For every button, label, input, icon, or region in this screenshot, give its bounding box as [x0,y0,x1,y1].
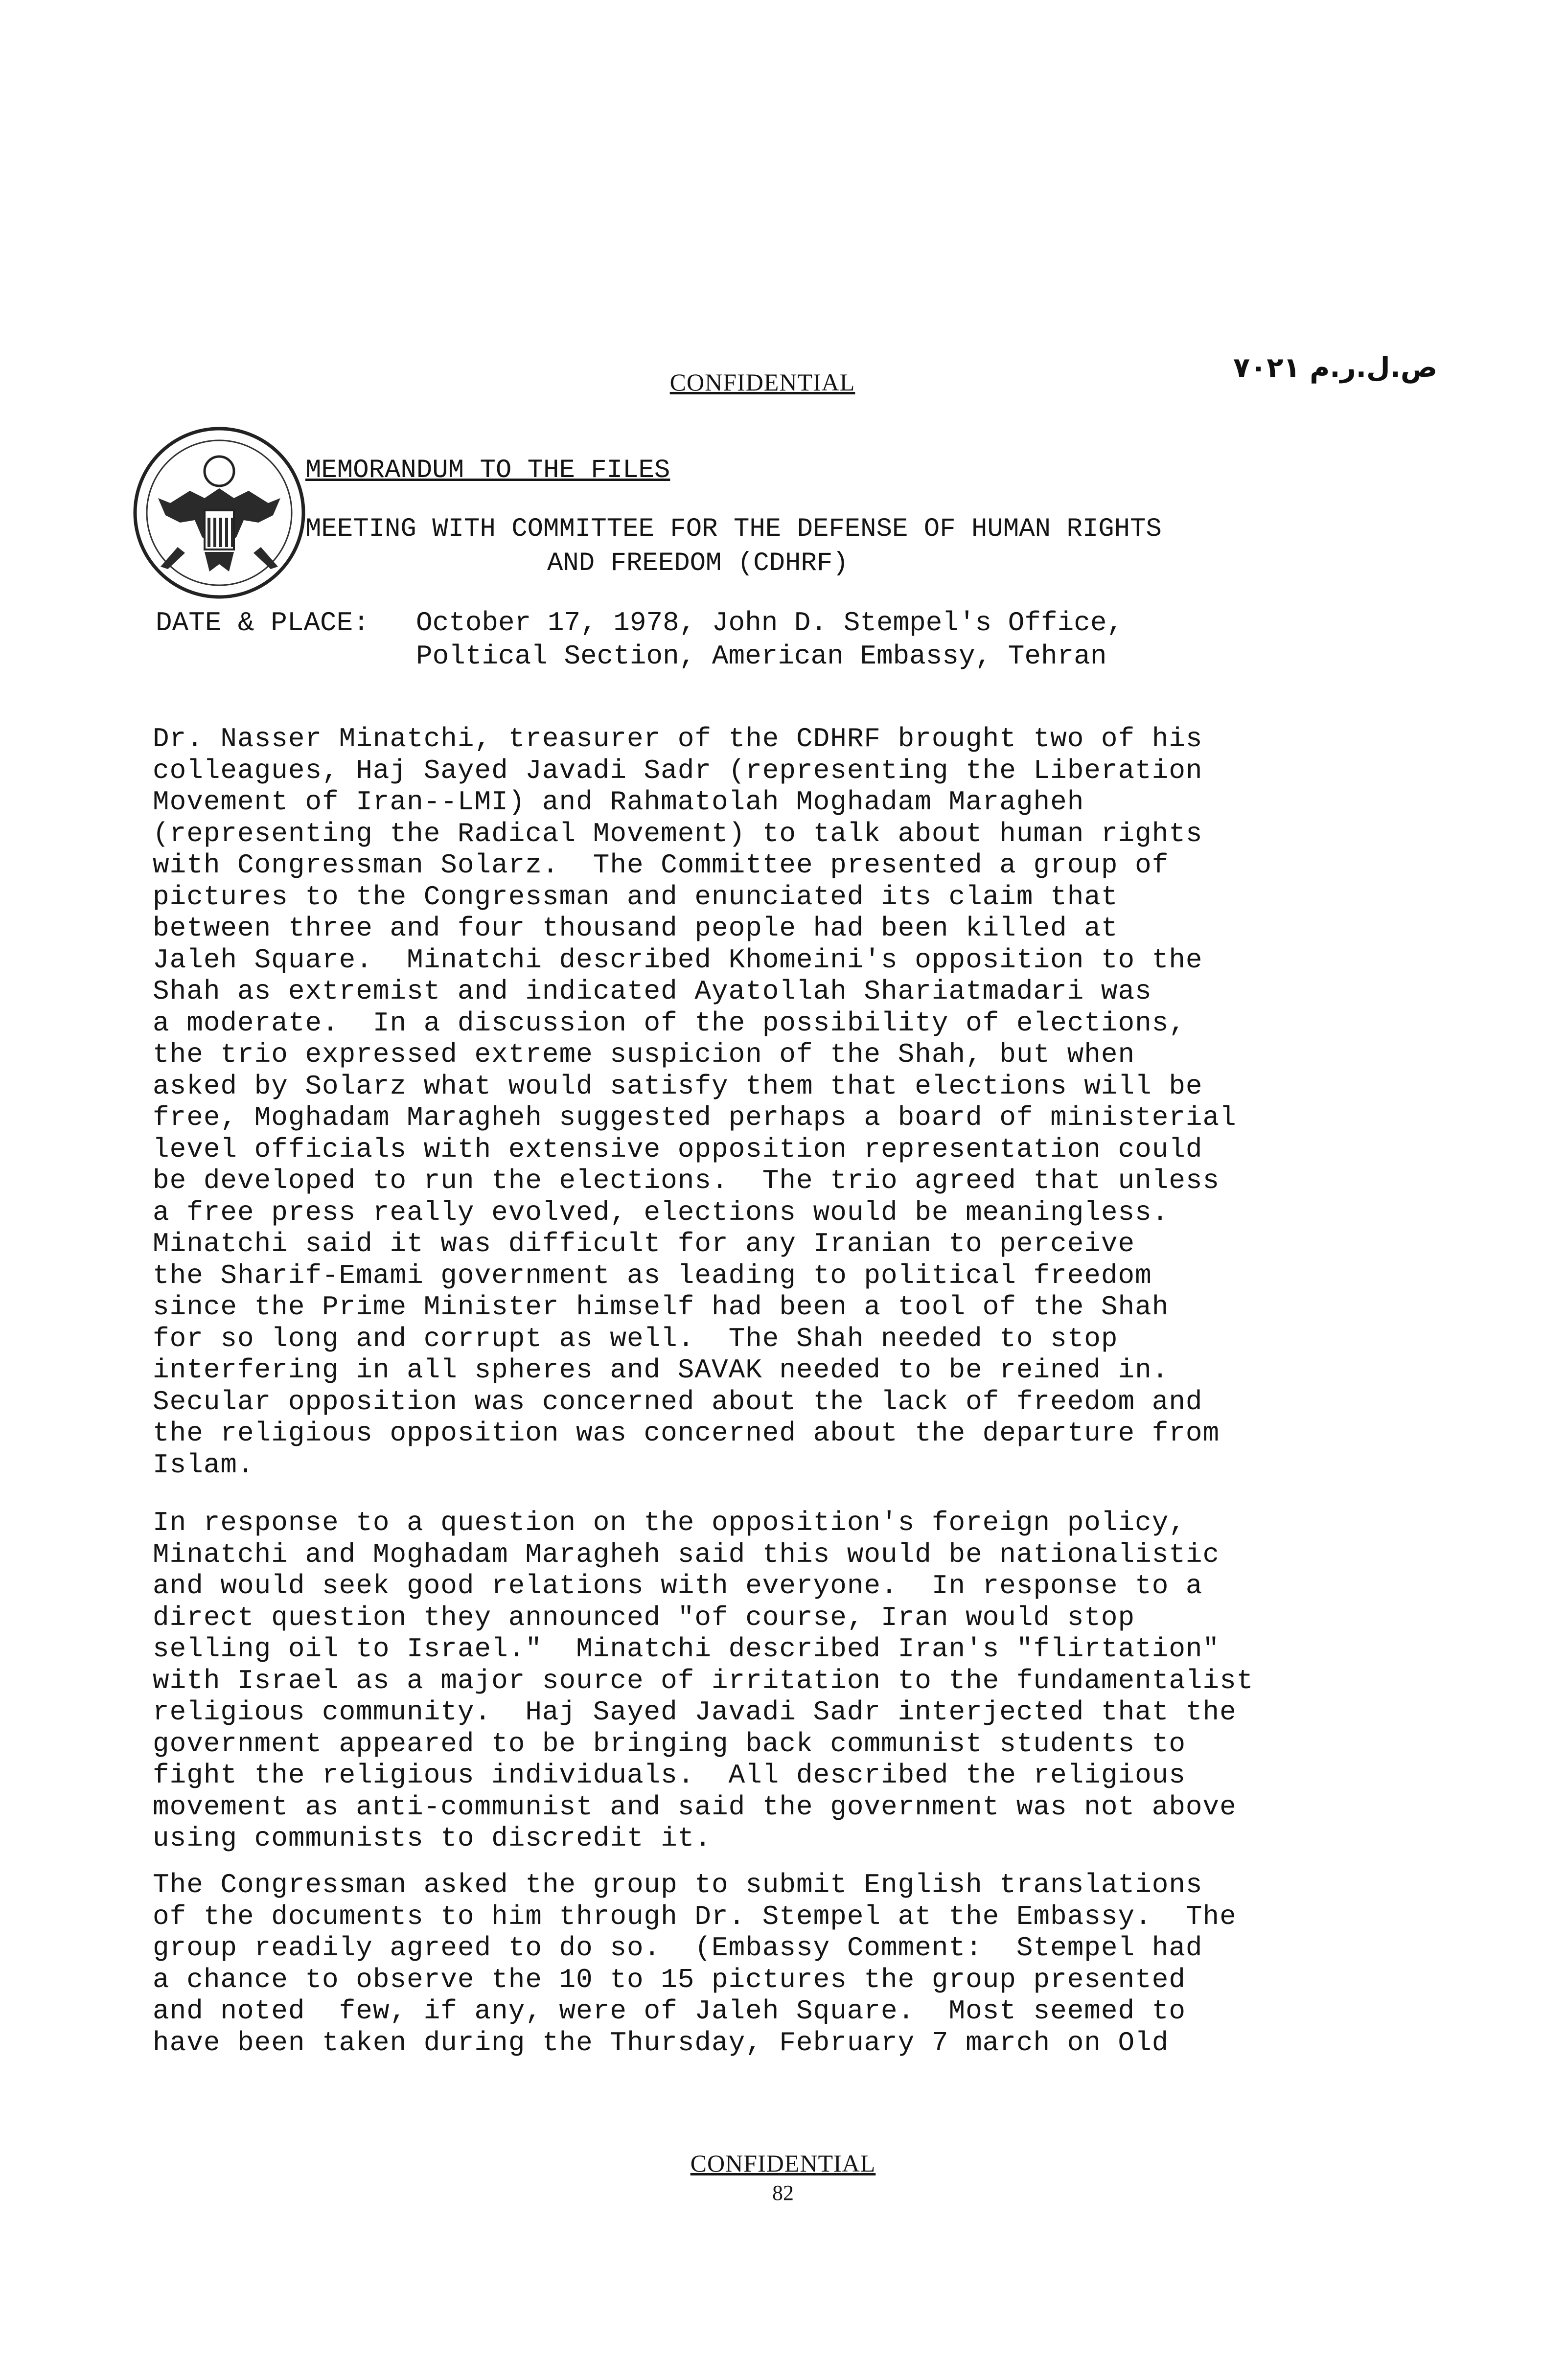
body-paragraph-3: The Congressman asked the group to submit English translations of the documents to him through Dr. Stempel at the Embassy. The group readily agreed to do so. (Embassy Comment: Stempel had a chance to observe the 10 to 15 pictures the group presented and noted few, if any, were of Jaleh Square. Most seemed to have been taken during the Thursday, February 7 march on Old [153,1869,1237,2059]
page-number: 82 [772,2181,794,2205]
date-place-line-1: October 17, 1978, John D. Stempel's Office, [416,607,1124,639]
meeting-subject-line-1: MEETING WITH COMMITTEE FOR THE DEFENSE OF HUMAN RIGHTS [305,514,1162,544]
meeting-subject-line-2: AND FREEDOM (CDHRF) [547,549,849,578]
classification-marking-bottom: CONFIDENTIAL [690,2150,876,2177]
date-place-label: DATE & PLACE: [156,607,369,639]
classification-marking-top: CONFIDENTIAL [669,368,855,396]
date-place-line-2: Poltical Section, American Embassy, Tehran [416,641,1107,672]
us-state-department-seal-icon [131,425,307,601]
memo-title: MEMORANDUM TO THE FILES [305,456,670,485]
handwritten-annotation-text: ص.ل.ر.م ۷۰۲۱ [1233,352,1438,384]
handwritten-annotation [1228,343,1438,411]
body-paragraph-1: Dr. Nasser Minatchi, treasurer of the CDHRF brought two of his colleagues, Haj Sayed Javadi Sadr (representing the Liberation Movement of Iran--LMI) and Rahmatolah Moghadam Maragheh (representing the Radical Movement) to talk about human rights with Congressman Solarz. The Committee presented a group of pictures to the Congressman and enunciated its claim that between three and four thousand people had been killed at Jaleh Square. Minatchi described Khomeini's opposition to the Shah as extremist and indicated Ayatollah Shariatmadari was a moderate. In a discussion of the possibility of elections, the trio expressed extreme suspicion of the Shah, but when asked by Solarz what would satisfy them that elections will be free, Moghadam Maragheh suggested perhaps a board of ministerial level officials with extensive opposition representation could be developed to run the elections. The trio agreed that unless a free press really evolved, elections would be meaningless. Minatchi said it was difficult for any Iranian to perceive the Sharif-Emami government as leading to political freedom since the Prime Minister himself had been a tool of the Shah for so long and corrupt as well. The Shah needed to stop interfering in all spheres and SAVAK needed to be reined in. Secular opposition was concerned about the lack of freedom and the religious opposition was concerned about the departure from Islam. [153,723,1237,1481]
body-paragraph-2: In response to a question on the opposition's foreign policy, Minatchi and Moghadam Maragheh said this would be nationalistic and would seek good relations with everyone. In response to a direct question they announced "of course, Iran would stop selling oil to Israel." Minatchi described Iran's "flirtation" with Israel as a major source of irritation to the fundamentalist religious community. Haj Sayed Javadi Sadr interjected that the government appeared to be bringing back communist students to fight the religious individuals. All described the religious movement as anti-communist and said the government was not above using communists to discredit it. [153,1507,1254,1854]
